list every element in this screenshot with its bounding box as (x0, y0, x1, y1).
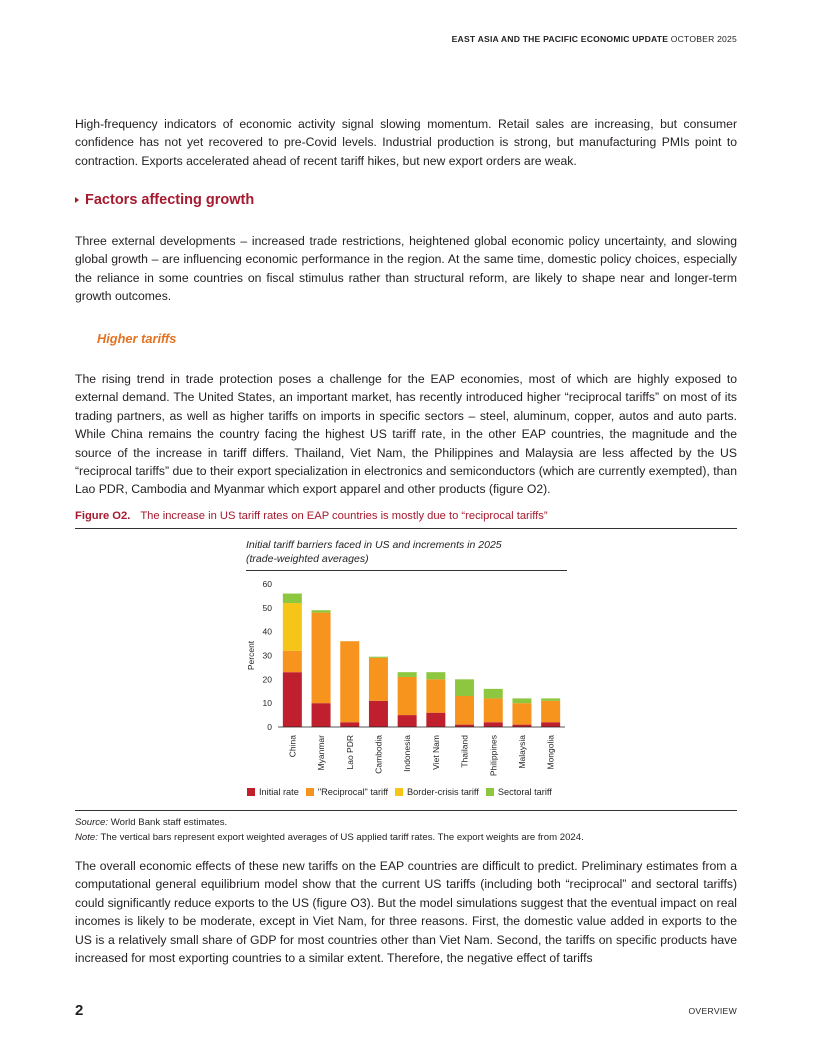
figure-note (75, 832, 584, 843)
bar-segment (484, 722, 503, 727)
x-tick-label: Thailand (459, 735, 470, 768)
bar-segment (283, 672, 302, 727)
bar-segment (455, 696, 474, 725)
x-tick-label: Cambodia (373, 735, 384, 774)
legend-label: Sectoral tariff (497, 787, 552, 797)
y-tick-label: 0 (267, 722, 272, 732)
legend-swatch (247, 788, 255, 796)
paragraph-2: Three external developments – increased trade restrictions, heightened global economic policy uncertainty, and slowing global growth – are influencing economic performance in the region. At the same time, domestic policy choices, especially the reliance in some countries on fiscal stimulus rather than structural reform, are likely to shape near and longer-term growth outcomes. (75, 234, 737, 304)
bar-segment (340, 722, 359, 727)
x-tick-label: Lao PDR (344, 735, 355, 770)
chart-subtitle: (trade-weighted averages) (246, 553, 369, 565)
legend-swatch (395, 788, 403, 796)
footer-section: OVERVIEW (688, 1006, 737, 1016)
legend-item (395, 787, 479, 797)
section-heading-text: Factors affecting growth (85, 192, 255, 208)
bar-segment (369, 658, 388, 701)
page-number: 2 (75, 1002, 84, 1019)
legend-item (247, 787, 299, 797)
x-tick-label: Viet Nam (430, 735, 441, 770)
note-label: Note: (75, 832, 98, 843)
bar-segment (541, 698, 560, 700)
x-tick-label: Indonesia (402, 735, 413, 772)
legend-swatch (306, 788, 314, 796)
bar-segment (283, 651, 302, 672)
figure-caption: The increase in US tariff rates on EAP countries is mostly due to “reciprocal tariffs” (140, 510, 548, 522)
bar-segment (541, 722, 560, 727)
figure-title (75, 510, 548, 522)
bar-segment (426, 672, 445, 679)
bar-segment (312, 613, 331, 704)
y-axis-label: Percent (246, 640, 256, 671)
source-label: Source: (75, 817, 109, 828)
x-tick-label: Myanmar (316, 735, 327, 771)
bar-segment (283, 594, 302, 604)
legend-swatch (486, 788, 494, 796)
header-publication: EAST ASIA AND THE PACIFIC ECONOMIC UPDATE (451, 34, 669, 44)
bar-segment (312, 703, 331, 727)
bar-segment (398, 677, 417, 715)
x-tick-label: China (287, 735, 298, 758)
paragraph-3: The rising trend in trade protection poses a challenge for the EAP economies, most of which are highly exposed to external demand. The United States, an important market, has recently introduced higher “reciprocal tariffs” on most of its trading partners, as well as higher tariffs on imports in specific sectors – steel, aluminum, copper, autos and auto parts. While China remains the country facing the highest US tariff rate, in the other EAP countries, the magnitude and the source of the increase in tariff differs. Thailand, Viet Nam, the Philippines and Malaysia are less affected by the US “reciprocal tariffs” due to their export specialization in electronics and semiconductors (which are currently exempted), than Lao PDR, Cambodia and Myanmar which export apparel and other products (figure O2). (75, 372, 737, 497)
bar-segment (369, 657, 388, 658)
y-tick-label: 60 (262, 579, 272, 589)
legend-label: "Reciprocal" tariff (317, 787, 389, 797)
bar-segment (398, 715, 417, 727)
bar-segment (312, 610, 331, 612)
legend-item (306, 787, 388, 797)
x-tick-label: Philippines (488, 735, 499, 777)
bar-segment (541, 701, 560, 722)
chart-legend (247, 787, 559, 797)
bar-segment (426, 713, 445, 727)
bar-segment (398, 672, 417, 677)
section-heading (75, 192, 254, 208)
bar-segment (484, 698, 503, 722)
header-date: OCTOBER 2025 (670, 34, 737, 44)
tariff-bar-chart (240, 574, 570, 782)
bar-segment (484, 689, 503, 699)
x-tick-label: Malaysia (516, 735, 527, 769)
y-tick-label: 50 (262, 602, 272, 613)
y-tick-label: 20 (262, 674, 272, 685)
running-header (452, 34, 737, 44)
note-text: The vertical bars represent export weighted averages of US applied tariff rates. The export weights are from 2024. (100, 832, 584, 843)
paragraph-4: The overall economic effects of these new tariffs on the EAP countries are difficult to predict. Preliminary estimates from a computational general equilibrium model show that the current US tariffs (including both “reciprocal” and sectoral tariffs) could significantly reduce exports to the US (figure O3). But the model simulations suggest that the eventual impact on real incomes is likely to be moderate, except in Viet Nam, for three reasons. First, the domestic value added in exports to the US is a relatively small share of GDP for most countries other than Viet Nam. Second, the tariffs on specific products have increased for most exporting countries to a similar extent. Therefore, the negative effect of tariffs (75, 859, 737, 966)
y-tick-label: 10 (262, 698, 272, 709)
chart-title-block (246, 538, 502, 566)
figure-source (75, 817, 227, 828)
bar-segment (340, 641, 359, 722)
chart-title-rule (246, 570, 567, 571)
bar-segment (512, 698, 531, 703)
subsection-heading: Higher tariffs (97, 331, 177, 346)
bar-segment (283, 603, 302, 651)
source-text: World Bank staff estimates. (110, 817, 228, 828)
figure-label: Figure O2. (75, 510, 131, 522)
x-tick-label: Mongolia (545, 735, 556, 770)
triangle-bullet-icon (75, 197, 79, 203)
legend-item (486, 787, 552, 797)
y-tick-label: 30 (262, 650, 272, 661)
bar-segment (369, 701, 388, 727)
legend-label: Initial rate (259, 787, 299, 797)
chart-title: Initial tariff barriers faced in US and increments in 2025 (246, 539, 502, 551)
figure-top-rule (75, 528, 737, 529)
paragraph-1: High-frequency indicators of economic activity signal slowing momentum. Retail sales are increasing, but consumer confidence has not yet recovered to pre-Covid levels. Industrial production is strong, but manufacturing PMIs point to contraction. Exports accelerated ahead of recent tariff hikes, but new export orders are weak. (75, 117, 737, 168)
bar-segment (455, 679, 474, 696)
y-tick-label: 40 (262, 626, 272, 637)
bar-segment (512, 703, 531, 724)
bar-segment (426, 679, 445, 712)
legend-label: Border-crisis tariff (407, 787, 479, 797)
figure-bottom-rule (75, 810, 737, 811)
